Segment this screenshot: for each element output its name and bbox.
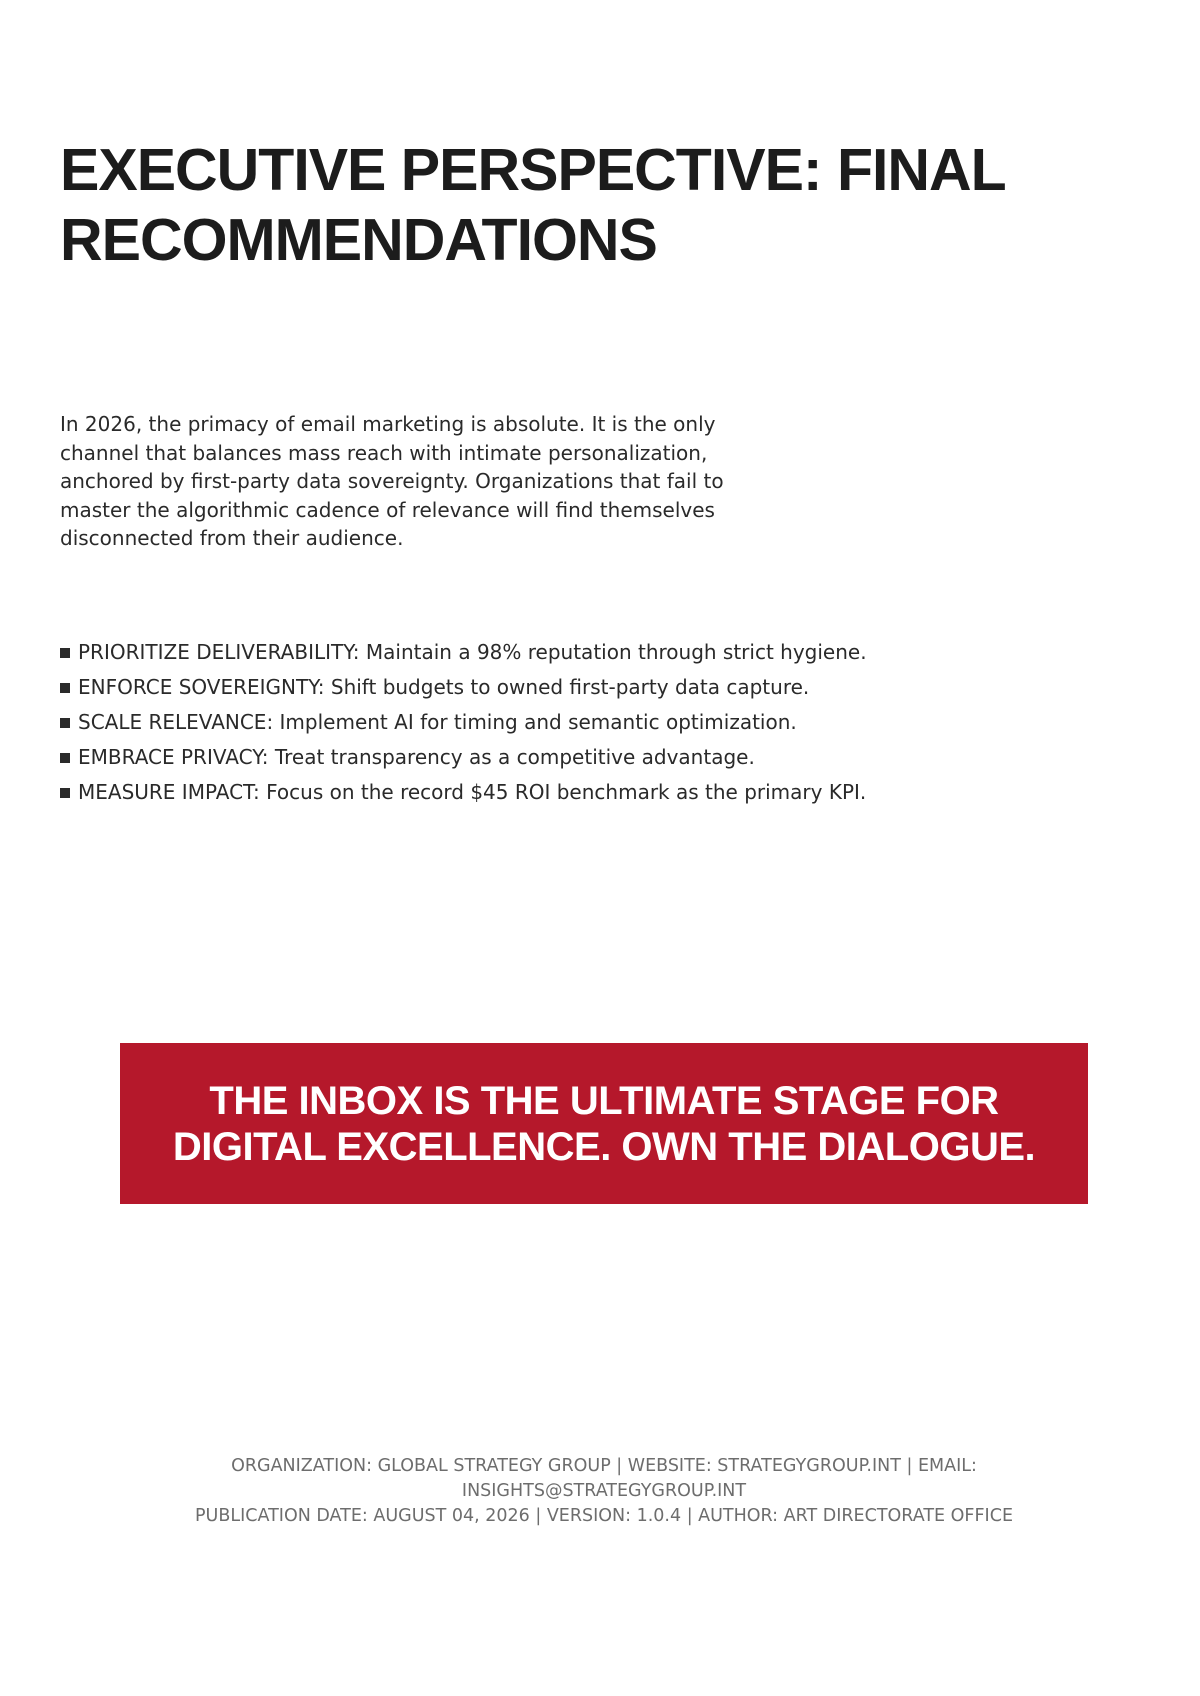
list-item: [60, 705, 1060, 740]
square-bullet-icon: [60, 683, 70, 693]
footer-publication-line: PUBLICATION DATE: AUGUST 04, 2026 | VERSION: 1.0.4 | AUTHOR: ART DIRECTORATE OFFICE: [194, 1506, 1013, 1526]
square-bullet-icon: [60, 788, 70, 798]
recommendation-text: SCALE RELEVANCE: Implement AI for timing and semantic optimization.: [78, 710, 797, 734]
recommendations-list: [60, 635, 1060, 810]
recommendation-text: PRIORITIZE DELIVERABILITY: Maintain a 98% reputation through strict hygiene.: [78, 640, 867, 664]
recommendation-text: EMBRACE PRIVACY: Treat transparency as a competitive advantage.: [78, 745, 755, 769]
list-item: [60, 775, 1060, 810]
square-bullet-icon: [60, 753, 70, 763]
page-title: EXECUTIVE PERSPECTIVE: FINAL RECOMMENDATIONS: [60, 137, 1005, 273]
square-bullet-icon: [60, 648, 70, 658]
list-item: [60, 670, 1060, 705]
recommendation-text: ENFORCE SOVEREIGNTY: Shift budgets to owned first-party data capture.: [78, 675, 810, 699]
recommendation-text: MEASURE IMPACT: Focus on the record $45 ROI benchmark as the primary KPI.: [78, 780, 867, 804]
banner-text: THE INBOX IS THE ULTIMATE STAGE FOR DIGITAL EXCELLENCE. OWN THE DIALOGUE.: [172, 1078, 1036, 1169]
square-bullet-icon: [60, 718, 70, 728]
document-footer: [160, 1454, 1048, 1529]
footer-organization-line: ORGANIZATION: GLOBAL STRATEGY GROUP | WEBSITE: STRATEGYGROUP.INT | EMAIL: INSIGHTS@STRATEGYGROUP.INT: [231, 1456, 977, 1501]
intro-paragraph: In 2026, the primacy of email marketing is absolute. It is the only channel that balances mass reach with intimate personalization, anchored by first-party data sovereignty. Organizations that fail to master the algorithmic cadence of relevance will find themselves disconnected from their audience.: [60, 412, 724, 550]
callout-banner: [120, 1043, 1088, 1204]
list-item: [60, 740, 1060, 775]
list-item: [60, 635, 1060, 670]
